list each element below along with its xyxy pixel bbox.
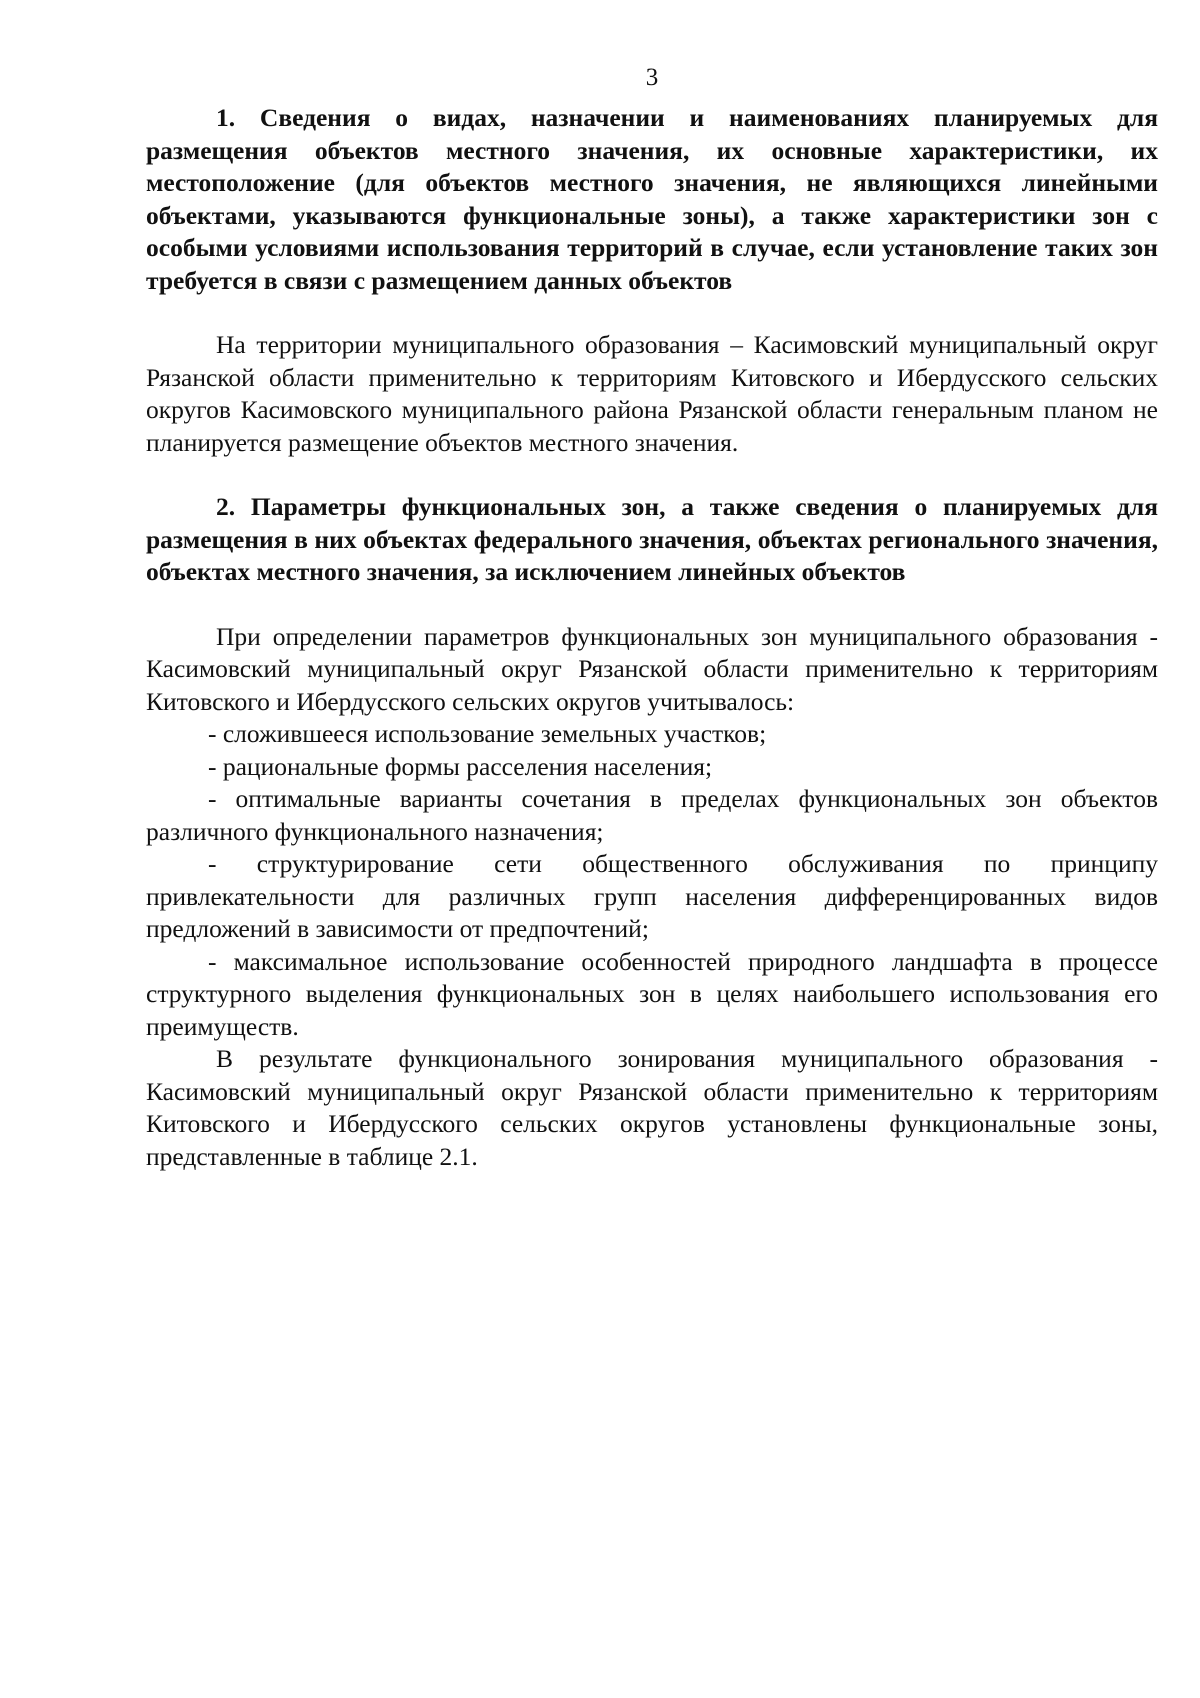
section-2-heading: 2. Параметры функциональных зон, а также сведения о планируемых для размещения в них объектах федерального значения, объектах регионального значения, объектах местного значения, за исключением линейных объектов [146, 492, 1158, 586]
section-2-intro: При определении параметров функциональных зон муниципального образования - Касимовский муниципальный округ Рязанской области применительно к территориям Китовского и Ибердусского сельских округов учитывалось: [146, 621, 1158, 716]
spacer [146, 459, 1158, 491]
list-item: - максимальное использование особенностей природного ландшафта в процессе структурного выделения функциональных зон в целях наибольшего использования его преимуществ. [146, 946, 1158, 1041]
document-page [146, 62, 1158, 1173]
spacer [146, 297, 1158, 329]
section-1-heading: 1. Сведения о видах, назначении и наименованиях планируемых для размещения объектов местного значения, их основные характеристики, их местоположение (для объектов местного значения, не являющихся линейными объектами, указываются функциональные зоны), а также характеристики зон с особыми условиями использования территорий в случае, если установление таких зон требуется в связи с размещением данных объектов [146, 103, 1158, 295]
spacer [146, 589, 1158, 621]
considerations-list [146, 718, 1158, 1043]
page-number: 3 [645, 64, 659, 91]
list-item: - сложившееся использование земельных участков; [208, 719, 767, 748]
list-item: - структурирование сети общественного обслуживания по принципу привлекательности для различных групп населения дифференцированных видов предложений в зависимости от предпочтений; [146, 849, 1158, 943]
section-1-paragraph: На территории муниципального образования – Касимовский муниципальный округ Рязанской области применительно к территориям Китовского и Ибердусского сельских округов Касимовского муниципального района Рязанской области генеральным планом не планируется размещение объектов местного значения. [146, 330, 1158, 457]
section-2-conclusion: В результате функционального зонирования муниципального образования - Касимовский муниципальный округ Рязанской области применительно к территориям Китовского и Ибердусского сельских округов установлены функциональные зоны, представленные в таблице 2.1. [146, 1044, 1158, 1171]
list-item: - рациональные формы расселения населения; [208, 751, 713, 781]
list-item: - оптимальные варианты сочетания в пределах функциональных зон объектов различного функционального назначения; [146, 784, 1158, 846]
